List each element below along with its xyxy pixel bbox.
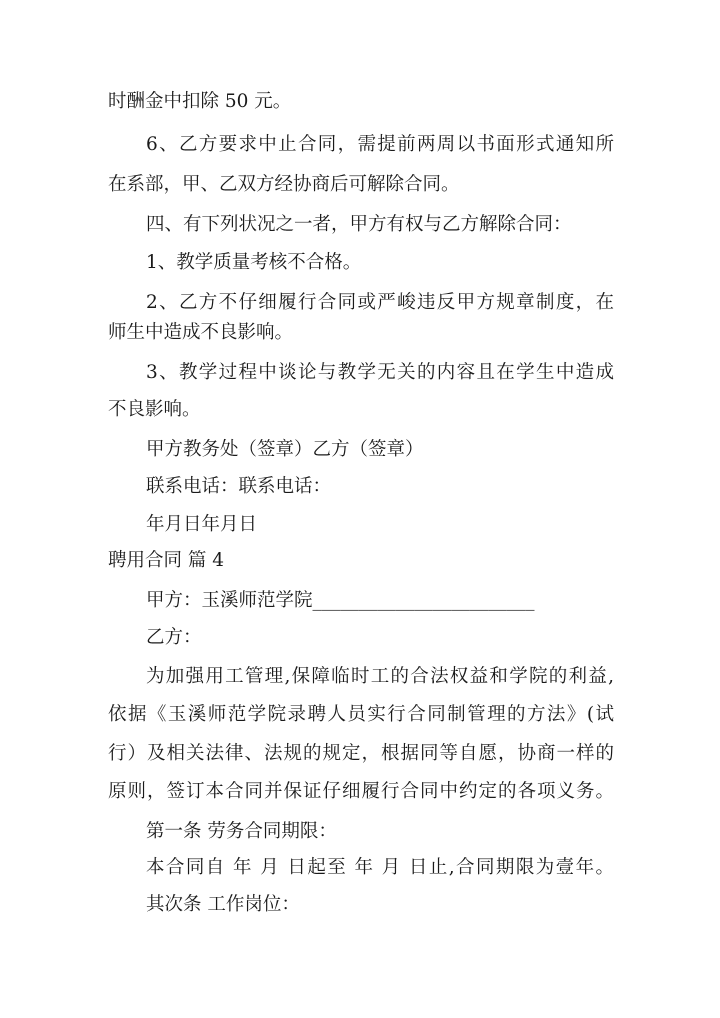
text-line: 依据《玉溪师范学院录聘人员实行合同制管理的方法》(试	[108, 704, 614, 725]
text-line: 在系部，甲、乙双方经协商后可解除合同。	[108, 174, 460, 195]
text-line: 其次条 工作岗位：	[146, 894, 300, 915]
text-line: 原则，签订本合同并保证仔细履行合同中约定的各项义务。	[108, 781, 614, 802]
text-line: 2、乙方不仔细履行合同或严峻违反甲方规章制度，在	[146, 292, 614, 313]
text-line: 本合同自 年 月 日起至 年 月 日止,合同期限为壹年。	[146, 857, 614, 878]
text-line: 乙方：	[146, 627, 202, 648]
text-line: 1、教学质量考核不合格。	[146, 252, 362, 273]
text-line: 年月日年月日	[146, 514, 258, 535]
text-line: 为加强用工管理,保障临时工的合法权益和学院的利益,	[146, 666, 614, 687]
section-heading: 聘用合同 篇 4	[108, 550, 225, 571]
text-line: 四、有下列状况之一者，甲方有权与乙方解除合同：	[146, 214, 572, 235]
text-line: 6、乙方要求中止合同，需提前两周以书面形式通知所	[146, 134, 614, 155]
text-line: 不良影响。	[108, 399, 201, 420]
text-line: 时酬金中扣除 50 元。	[108, 91, 292, 112]
text-line: 联系电话：联系电话：	[146, 476, 332, 497]
text-line: 第一条 劳务合同期限：	[146, 821, 337, 842]
text-line: 甲方：玉溪师范学院________________________	[146, 590, 535, 611]
text-line: 甲方教务处（签章）乙方（签章）	[146, 439, 424, 460]
text-line: 行）及相关法律、法规的规定，根据同等自愿，协商一样的	[108, 743, 614, 764]
text-line: 师生中造成不良影响。	[108, 322, 294, 343]
text-line: 3、教学过程中谈论与教学无关的内容且在学生中造成	[146, 362, 614, 383]
